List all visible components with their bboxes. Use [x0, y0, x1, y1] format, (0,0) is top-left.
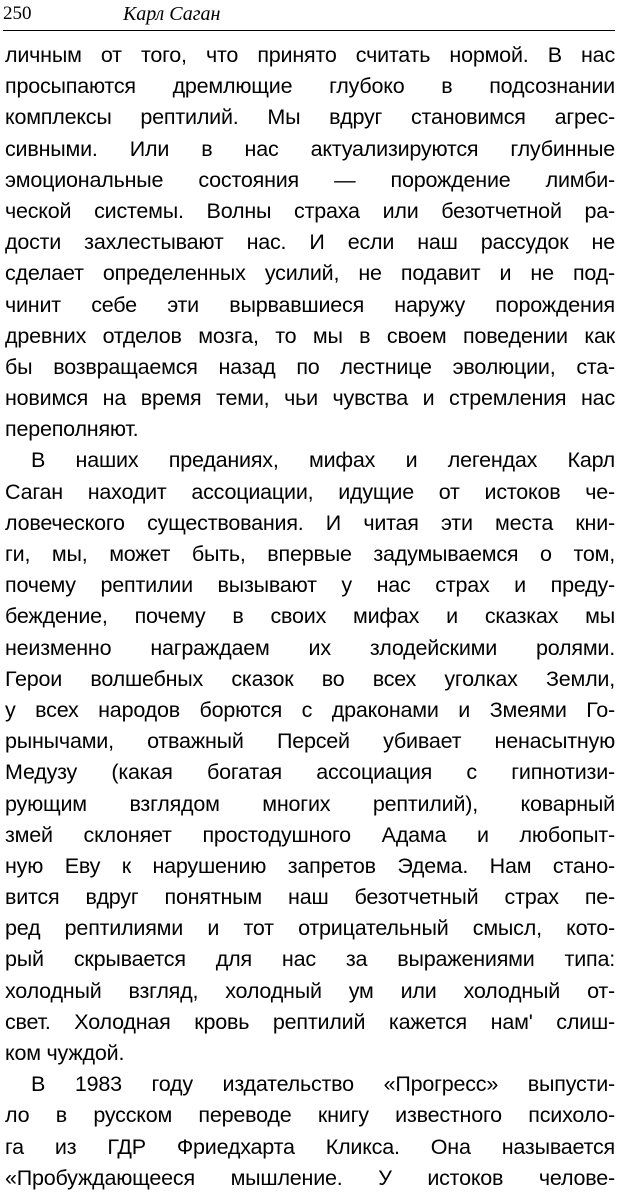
text-line: ловеческого существования. И читая эти места кни- — [5, 510, 615, 535]
text-line: рынычами, отважный Персей убивает ненасытную — [5, 729, 615, 754]
text-line: свет. Холодная кровь рептилий кажется нам' слиш- — [5, 1009, 615, 1034]
text-line: ком чуждой. — [5, 1041, 125, 1065]
text-line: личным от того, что принято считать нормой. В нас — [5, 43, 615, 67]
text-line: беждение, почему в своих мифах и сказках мы — [5, 604, 615, 629]
text-line: ческой системы. Волны страха или безотчетной ра- — [5, 198, 615, 223]
text-line: переполняют. — [5, 417, 139, 442]
paragraph — [5, 1069, 615, 1194]
text-line: га из ГДР Фриедхарта Кликса. Она называется — [5, 1134, 615, 1159]
page-number: 250 — [3, 3, 32, 24]
text-line: эмоциональные состояния — порождение лимби- — [5, 167, 615, 192]
body-text — [5, 40, 615, 1194]
text-line: дости захлестывают нас. И если наш рассудок не — [5, 230, 615, 255]
text-line: рующим взглядом многих рептилий), коварный — [5, 791, 615, 816]
text-line: древних отделов мозга, то мы в своем поведении как — [5, 323, 615, 348]
text-line: комплексы рептилий. Мы вдруг становимся агрес- — [5, 105, 615, 130]
paragraph — [5, 445, 615, 1069]
text-line: чинит себе эти вырвавшиеся наружу порождения — [5, 292, 615, 317]
text-line: ную Еву к нарушению запретов Эдема. Нам стано- — [5, 853, 615, 878]
text-line: Медузу (какая богатая ассоциация с гипнотизи- — [5, 760, 615, 785]
text-line: неизменно награждаем их злодейскими ролями. — [5, 635, 615, 660]
text-line: В 1983 году издательство «Прогресс» выпусти- — [31, 1072, 615, 1097]
text-line: холодный взгляд, холодный ум или холодный от- — [5, 978, 615, 1003]
text-line: Саган находит ассоциации, идущие от истоков че- — [5, 479, 615, 504]
text-line: просыпаются дремлющие глубоко в подсознании — [5, 74, 615, 99]
text-line: почему рептилии вызывают у нас страх и преду- — [5, 573, 615, 598]
running-title: Карл Саган — [123, 3, 221, 25]
text-line: сивными. Или в нас актуализируются глубинные — [5, 136, 615, 161]
text-line: Герои волшебных сказок во всех уголках Земли, — [5, 666, 615, 691]
text-line: вится вдруг понятным наш безотчетный страх пе- — [5, 885, 615, 910]
text-line: ред рептилиями и тот отрицательный смысл, кото- — [5, 916, 615, 941]
text-line: новимся на время теми, чьи чувства и стремления нас — [5, 386, 615, 411]
text-line: «Пробуждающееся мышление. У истоков челове- — [5, 1165, 615, 1190]
page-header — [3, 0, 615, 31]
text-line: рый скрывается для нас за выражениями типа: — [5, 947, 615, 972]
text-line: В наших преданиях, мифах и легендах Карл — [31, 448, 615, 473]
text-line: бы возвращаемся назад по лестнице эволюции, ста- — [5, 354, 615, 379]
text-line: у всех народов борются с драконами и Змеями Го- — [5, 697, 615, 722]
paragraph — [5, 40, 615, 445]
text-line: ги, мы, может быть, впервые задумываемся о том, — [5, 542, 615, 566]
text-line: змей склоняет простодушного Адама и любопыт- — [5, 822, 615, 847]
text-line: сделает определенных усилий, не подавит и не под- — [5, 261, 615, 286]
text-line: ло в русском переводе книгу известного психоло- — [5, 1103, 615, 1128]
